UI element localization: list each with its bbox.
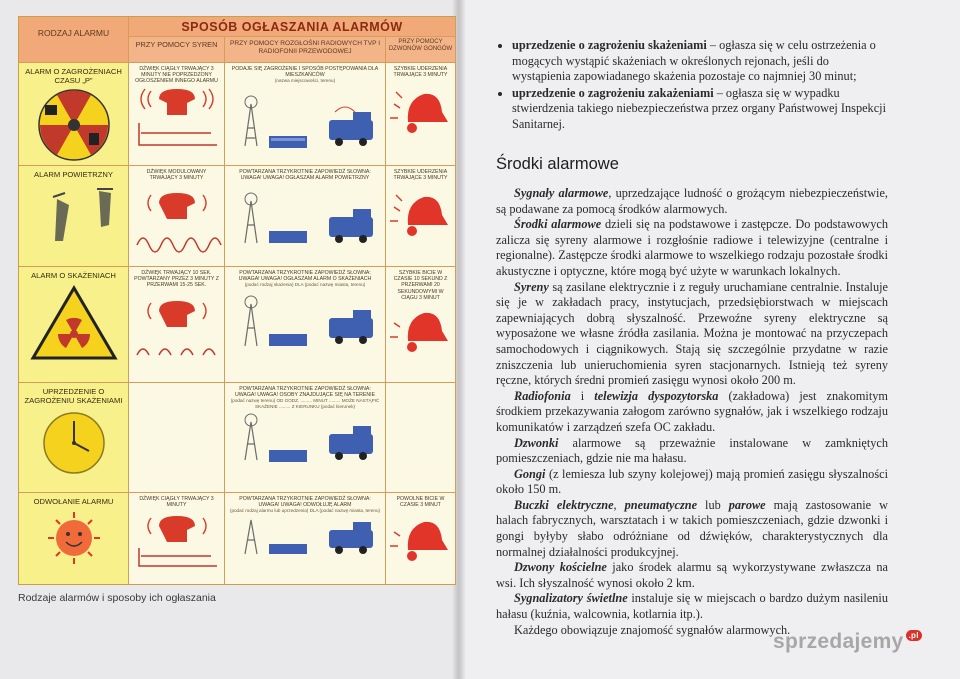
paragraph bbox=[496, 389, 888, 436]
row-1-bell-cell bbox=[386, 63, 456, 166]
air-bombs-icon bbox=[19, 179, 129, 249]
paragraph-text: dzieli się na podstawowe i zastępcze. Do podstawowych zalicza się syreny alarmowe i rozgłośnie radiowe i telewizyjne (centralne i regionalne). Zastępcze środki alarmowe to wszelkiego rodzaju pozostałe środki akustyczne i optyczne, które mogą być użyte w warunkach lokalnych. bbox=[496, 217, 888, 278]
siren-continuous-icon bbox=[129, 508, 225, 574]
row-4-bell-text bbox=[386, 383, 455, 386]
header-sirens-label: PRZY POMOCY SYREN bbox=[135, 40, 218, 49]
row-1-siren-text: DŹWIĘK CIĄGŁY TRWAJĄCY 3 MINUTY NIE POPRZEDZONY OGŁOSZENIEM INNEGO ALARMU bbox=[135, 66, 218, 85]
row-5-radio-text: POWTARZANA TRZYKROTNIE ZAPOWIEDŹ SŁOWNA: UWAGA! UWAGA! ODWOŁUJĘ ALARM bbox=[239, 496, 371, 509]
row-3-bell-cell bbox=[386, 267, 456, 383]
header-sirens bbox=[129, 37, 225, 63]
row-4-siren-text bbox=[129, 383, 224, 386]
radio-tv-vehicles-icon bbox=[225, 288, 386, 352]
row-5-radio-cell bbox=[225, 493, 386, 584]
paragraph bbox=[496, 217, 888, 279]
row-4-radio-note: (podać nazwę terenu) OD GODZ. ......... MINUT ......... MOŻE NASTĄPIĆ SKAŻENIE ......... Z KIERUNKU (podać kierunek) bbox=[230, 398, 380, 409]
header-bells-label: PRZY POMOCY DZWONÓW GONGÓW bbox=[388, 39, 453, 52]
paragraph-term: Gongi bbox=[514, 466, 546, 481]
header-bells bbox=[386, 37, 456, 63]
row-5-bell-cell bbox=[386, 493, 456, 584]
radio-tv-vehicles-icon bbox=[225, 181, 386, 253]
paragraph-text: , bbox=[613, 497, 625, 512]
paragraph bbox=[496, 591, 888, 622]
bullet-list bbox=[496, 38, 890, 134]
bell-icon bbox=[386, 508, 456, 572]
paragraph-term: Dzwonki bbox=[514, 435, 559, 450]
watermark-text: sprzedajemy bbox=[773, 630, 904, 653]
radiation-warning-icon bbox=[19, 280, 129, 366]
header-alarm-type-label: RODZAJ ALARMU bbox=[37, 28, 110, 38]
radiation-hazard-icon bbox=[19, 85, 129, 165]
paragraph-text: (zakładowa) jest znakomitym środkiem przekazywania załogom zarówno sygnałów, jak i wszelkiego rodzaju komunikatów i zarządzeń szefa OC zakładu. bbox=[496, 388, 888, 434]
paragraph-text: (z lemiesza lub szyny kolejowej) mają promień zasięgu słyszalności około 150 m. bbox=[496, 466, 888, 497]
row-4-bell-cell bbox=[386, 383, 456, 493]
paragraph bbox=[496, 436, 888, 467]
paragraph-term: Syreny bbox=[514, 279, 549, 294]
row-3-siren-cell bbox=[129, 267, 225, 383]
row-1-label: ALARM O ZAGROŻENIACH CZASU „P” bbox=[25, 67, 122, 85]
row-2-radio-cell bbox=[225, 166, 386, 267]
watermark-badge: .pl bbox=[906, 630, 922, 641]
bell-icon bbox=[386, 301, 456, 365]
row-2-radio-text: POWTARZANA TRZYKROTNIE ZAPOWIEDŹ SŁOWNA: UWAGA! UWAGA! OGŁASZAM ALARM POWIETRZNY bbox=[239, 169, 371, 182]
paragraph bbox=[496, 186, 888, 217]
bullet-text: – ogłasza się w celu ostrzeżenia o mogących wystąpić skażeniach w określonych rejonach, jeśli do wystąpienia zapowiadanego skażenia pozostaje co najmniej 30 minut; bbox=[512, 38, 876, 84]
siren-continuous-icon bbox=[129, 85, 225, 155]
row-3-bell-text: SZYBKIE BICIE W CZASIE 10 SEKUND Z PRZERWAMI 20 SEKUNDOWYMI W CIĄGU 3 MINUT bbox=[393, 270, 448, 301]
bullet-term: uprzedzenie o zagrożeniu zakażeniami bbox=[512, 85, 714, 100]
paragraph-term: Środki alarmowe bbox=[514, 217, 602, 232]
row-3-siren-text: DŹWIĘK TRWAJĄCY 10 SEK. POWTARZANY PRZEZ 3 MINUTY Z PRZERWAMI 15-25 SEK. bbox=[134, 270, 219, 289]
header-radio bbox=[225, 37, 386, 63]
row-5-label: ODWOŁANIE ALARMU bbox=[33, 497, 114, 506]
paragraph-term: pneumatyczne bbox=[624, 497, 698, 512]
row-5-label-cell bbox=[19, 493, 129, 584]
radio-tv-vehicles-icon bbox=[225, 84, 386, 156]
row-4-label: UPRZEDZENIE O ZAGROŻENIU SKAŻENIAMI bbox=[24, 387, 123, 405]
paragraph-term: telewizja dyspozytorska bbox=[594, 388, 719, 403]
paragraph-term: Buczki elektryczne bbox=[514, 497, 614, 512]
section-heading: Środki alarmowe bbox=[496, 155, 619, 173]
row-5-siren-cell bbox=[129, 493, 225, 584]
paragraph bbox=[496, 280, 888, 389]
siren-modulated-icon bbox=[129, 181, 225, 259]
bell-icon bbox=[386, 181, 456, 251]
row-1-radio-note: (nazwa miejscowości, terenu) bbox=[274, 78, 336, 84]
paragraph-term: Sygnały alarmowe bbox=[514, 186, 609, 200]
row-1-radio-cell bbox=[225, 63, 386, 166]
radio-tv-vehicles-icon bbox=[225, 514, 386, 558]
paragraph-text: i bbox=[570, 388, 595, 403]
body-text bbox=[496, 186, 888, 638]
paragraph-text: , uprzedzające ludność o grożącym niebezpieczeństwie, są podawane za pomocą środków alarmowych. bbox=[496, 186, 888, 216]
paragraph-term: parowe bbox=[728, 497, 766, 512]
row-5-radio-note: (podać rodzaj alarmu lub uprzedzenia) DLA (podać nazwę miasta, terenu) bbox=[229, 508, 381, 514]
paragraph-text: instaluje się w miejscach o bardzo dużym nasileniu hałasu (kuźnia, walcownia, kotlarnia itp.). bbox=[496, 591, 888, 622]
alarm-table bbox=[18, 16, 456, 585]
header-alarm-type bbox=[19, 17, 129, 63]
row-4-siren-cell bbox=[129, 383, 225, 493]
bell-icon bbox=[386, 78, 456, 148]
siren-intermittent-icon bbox=[129, 289, 225, 369]
sun-face-icon bbox=[19, 506, 129, 568]
row-4-label-cell bbox=[19, 383, 129, 493]
row-5-siren-text: DŹWIĘK CIĄGŁY TRWAJĄCY 3 MINUTY bbox=[139, 496, 214, 509]
paragraph-text: są zasilane elektrycznie i z reguły uruchamiane centralnie. Instaluje się je w zakładach pracy, instytucjach, przedsiębiorstwach w miejscach zapewniających dobrą słyszalność. Przewoźne syreny elektryczne są wyposażone we własne źródła zasilania. Można je montować na przyczepach samochodowych i ciągnikowych. Stają się szczególnie przydatne w razie zniszczenia lub unieruchomienia syren stacjonarnych. Istnieją też syreny ręczne, których średni promień zasięgu wynosi około 200 m. bbox=[496, 279, 888, 388]
figure-caption: Rodzaje alarmów i sposoby ich ogłaszania bbox=[18, 592, 216, 604]
row-5-bell-text: POWOLNE BICIE W CZASIE 3 MINUT bbox=[396, 496, 445, 509]
bullet-item bbox=[512, 38, 890, 85]
row-1-label-cell bbox=[19, 63, 129, 166]
bullet-item bbox=[512, 86, 890, 133]
header-title bbox=[129, 17, 456, 37]
radio-tv-vehicles-icon bbox=[225, 410, 386, 466]
row-2-label-cell bbox=[19, 166, 129, 267]
row-3-radio-note: (podać rodzaj skażenia) DLA (podać nazwę miasta, terenu) bbox=[244, 282, 366, 288]
paragraph-term: Radiofonia bbox=[514, 388, 571, 403]
clock-icon bbox=[19, 405, 129, 475]
row-4-radio-text: POWTARZANA TRZYKROTNIE ZAPOWIEDŹ SŁOWNA: UWAGA! UWAGA! OSOBY ZNAJDUJĄCE SIĘ NA TERENIE bbox=[234, 386, 376, 399]
paragraph bbox=[496, 467, 888, 498]
row-1-radio-text: PODAJE SIĘ ZAGROŻENIE I SPOSÓB POSTĘPOWANIA DLA MIESZKAŃCÓW bbox=[231, 66, 379, 79]
paragraph bbox=[496, 560, 888, 591]
row-3-radio-cell bbox=[225, 267, 386, 383]
row-3-label-cell bbox=[19, 267, 129, 383]
row-3-radio-text: POWTARZANA TRZYKROTNIE ZAPOWIEDŹ SŁOWNA: UWAGA! UWAGA! OGŁASZAM ALARM O SKAŻENIACH bbox=[238, 270, 372, 283]
paragraph-text: mają zastosowanie w halach fabrycznych, warsztatach i w takich pomieszczeniach, gdzie dzwonki i gongi byłyby słabo odróżniane od dźwięków, charakterystycznych dla normalnej działalności produkcyjnej. bbox=[496, 497, 888, 559]
row-2-siren-text: DŹWIĘK MODULOWANY TRWAJĄCY 3 MINUTY bbox=[146, 169, 207, 182]
row-1-bell-text: SZYBKIE UDERZENIA TRWAJĄCE 3 MINUTY bbox=[393, 66, 448, 79]
bullet-text: – ogłasza się w wypadku stwierdzenia takiego niebezpieczeństwa przez organy Państwowej Inspekcji Sanitarnej. bbox=[512, 85, 886, 131]
row-2-siren-cell bbox=[129, 166, 225, 267]
row-3-label: ALARM O SKAŻENIACH bbox=[31, 271, 116, 280]
row-2-bell-text: SZYBKIE UDERZENIA TRWAJĄCE 3 MINUTY bbox=[393, 169, 448, 182]
paragraph-text: Każdego obowiązuje znajomość sygnałów alarmowych. bbox=[514, 622, 791, 637]
paragraph-term: Dzwony kościelne bbox=[514, 560, 607, 575]
row-1-siren-cell bbox=[129, 63, 225, 166]
bullet-term: uprzedzenie o zagrożeniu skażeniami bbox=[512, 38, 707, 52]
row-4-radio-cell bbox=[225, 383, 386, 493]
paragraph-text: alarmowe są przeważnie instalowane w zamkniętych pomieszczeniach, gdzie nie ma hałasu. bbox=[496, 435, 888, 466]
paragraph-term: Sygnalizatory świetlne bbox=[514, 591, 628, 606]
watermark bbox=[773, 630, 922, 654]
table-title: SPOSÓB OGŁASZANIA ALARMÓW bbox=[181, 20, 403, 34]
row-2-bell-cell bbox=[386, 166, 456, 267]
row-2-label: ALARM POWIETRZNY bbox=[34, 170, 113, 179]
paragraph-text: jako środek alarmu są wykorzystywane zwłaszcza na wsi. Ich słyszalność wynosi około 2 km. bbox=[496, 560, 888, 590]
header-radio-label: PRZY POMOCY ROZGŁOŚNI RADIOWYCH TVP I RADIOFONII PRZEWODOWEJ bbox=[229, 40, 381, 55]
paragraph bbox=[496, 498, 888, 560]
paragraph-text: lub bbox=[697, 497, 729, 512]
